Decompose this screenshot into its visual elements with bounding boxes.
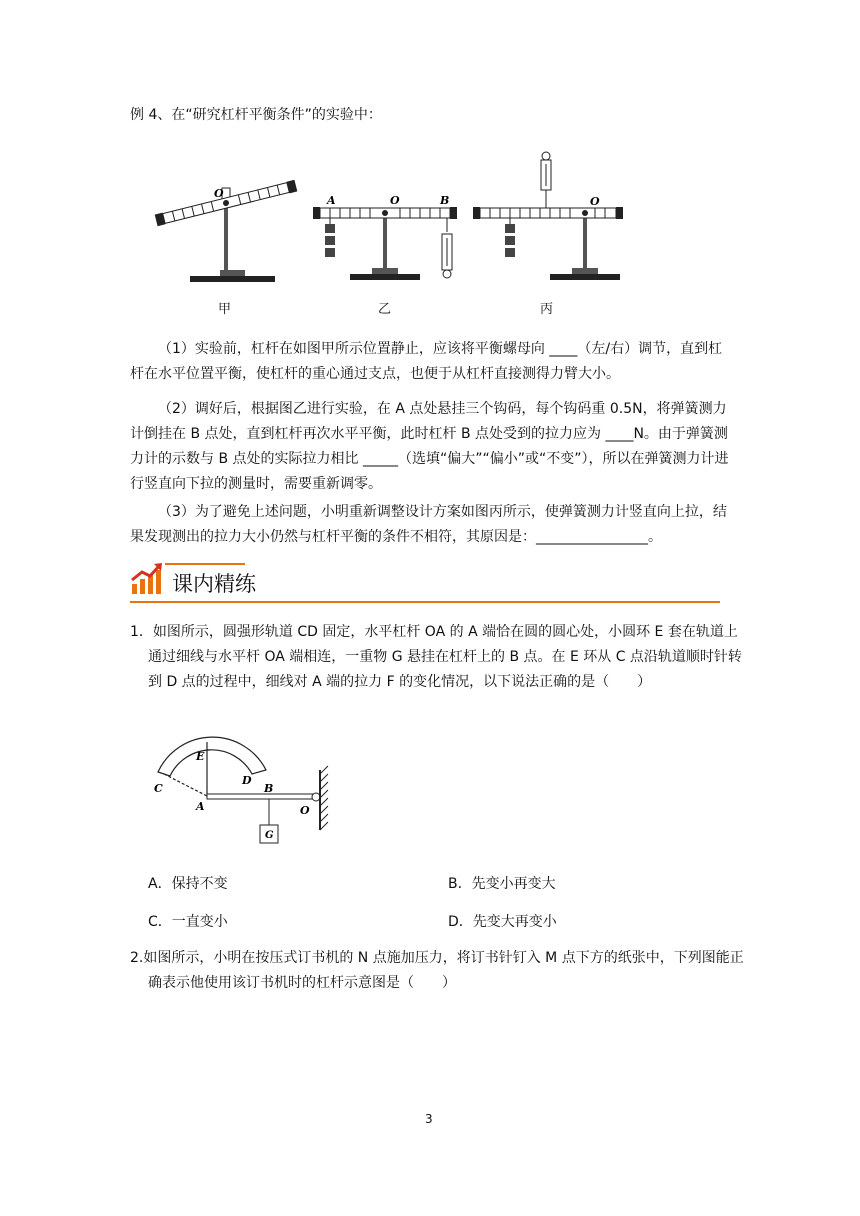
- problem-1-text: 1．如图所示，圆强形轨道 CD 固定，水平杠杆 OA 的 A 端恰在圆的圆心处，小圆环 E 套在轨道上通过细线与水平杆 OA 端相连，一重物 G 悬挂在杠杆上的 B 点。在 E 环从 C 点沿轨道顺时针转到 D 点的过程中，细线对 A 端的拉力 F 的变化情况，以下说法正确的是（ ）: [130, 624, 742, 690]
- figure-jia: [155, 180, 298, 282]
- example-title: 例 4、在“研究杠杆平衡条件”的实验中：: [130, 107, 382, 123]
- label-c: C: [154, 782, 163, 795]
- label-o: O: [300, 804, 310, 817]
- section-title: 课内精练: [172, 572, 256, 596]
- section-accent-line: [165, 563, 245, 565]
- question-3: （3）为了避免上述问题，小明重新调整设计方案如图丙所示，使弹簧测力计竖直向上拉，结果发现测出的拉力大小仍然与杠杆平衡的条件不相符，其原因是：________________。: [130, 504, 727, 545]
- label-b: B: [264, 782, 274, 795]
- figure-bing: [473, 152, 623, 280]
- label-b-yi: B: [440, 194, 450, 207]
- caption-bing: 丙: [540, 302, 554, 317]
- section-divider: [130, 601, 720, 603]
- question-1: （1）实验前，杠杆在如图甲所示位置静止，应该将平衡螺母向 ____（左/右）调节，直到杠杆在水平位置平衡，使杠杆的重心通过支点，也便于从杠杆直接测得力臂大小。: [130, 341, 723, 382]
- lever-experiment-figures: [150, 150, 640, 290]
- chart-arrow-icon: [130, 562, 166, 596]
- option-a[interactable]: A．保持不变: [148, 876, 228, 892]
- option-c[interactable]: C．一直变小: [148, 914, 228, 930]
- problem-1-figure: [148, 730, 338, 850]
- option-d[interactable]: D．先变大再变小: [448, 914, 557, 930]
- label-e: E: [196, 750, 205, 763]
- problem-2-text: 2.如图所示，小明在按压式订书机的 N 点施加压力，将订书针钉入 M 点下方的纸张中，下列图能正确表示他使用该订书机时的杠杆示意图是（ ）: [130, 950, 744, 991]
- label-o-bing: O: [590, 195, 600, 208]
- caption-yi: 乙: [378, 302, 392, 317]
- label-g: G: [265, 830, 274, 841]
- option-b[interactable]: B．先变小再变大: [448, 876, 556, 892]
- figure-yi: [313, 194, 457, 280]
- caption-jia: 甲: [218, 302, 232, 317]
- label-o-yi: O: [390, 194, 400, 207]
- label-a: A: [196, 800, 205, 813]
- label-o-jia: O: [214, 187, 224, 200]
- label-d: D: [242, 774, 252, 787]
- label-a-yi: A: [327, 194, 336, 207]
- page-number: 3: [425, 1112, 433, 1126]
- question-2: （2）调好后，根据图乙进行实验，在 A 点处悬挂三个钩码，每个钩码重 0.5N，将弹簧测力计倒挂在 B 点处，直到杠杆再次水平平衡，此时杠杆 B 点处受到的拉力应为 ____N。由于弹簧测力计的示数与 B 点处的实际拉力相比 _____（选填“偏大”“偏小”或“不变”），所以在弹簧测力计进行竖直向下拉的测量时，需要重新调零。: [130, 401, 729, 492]
